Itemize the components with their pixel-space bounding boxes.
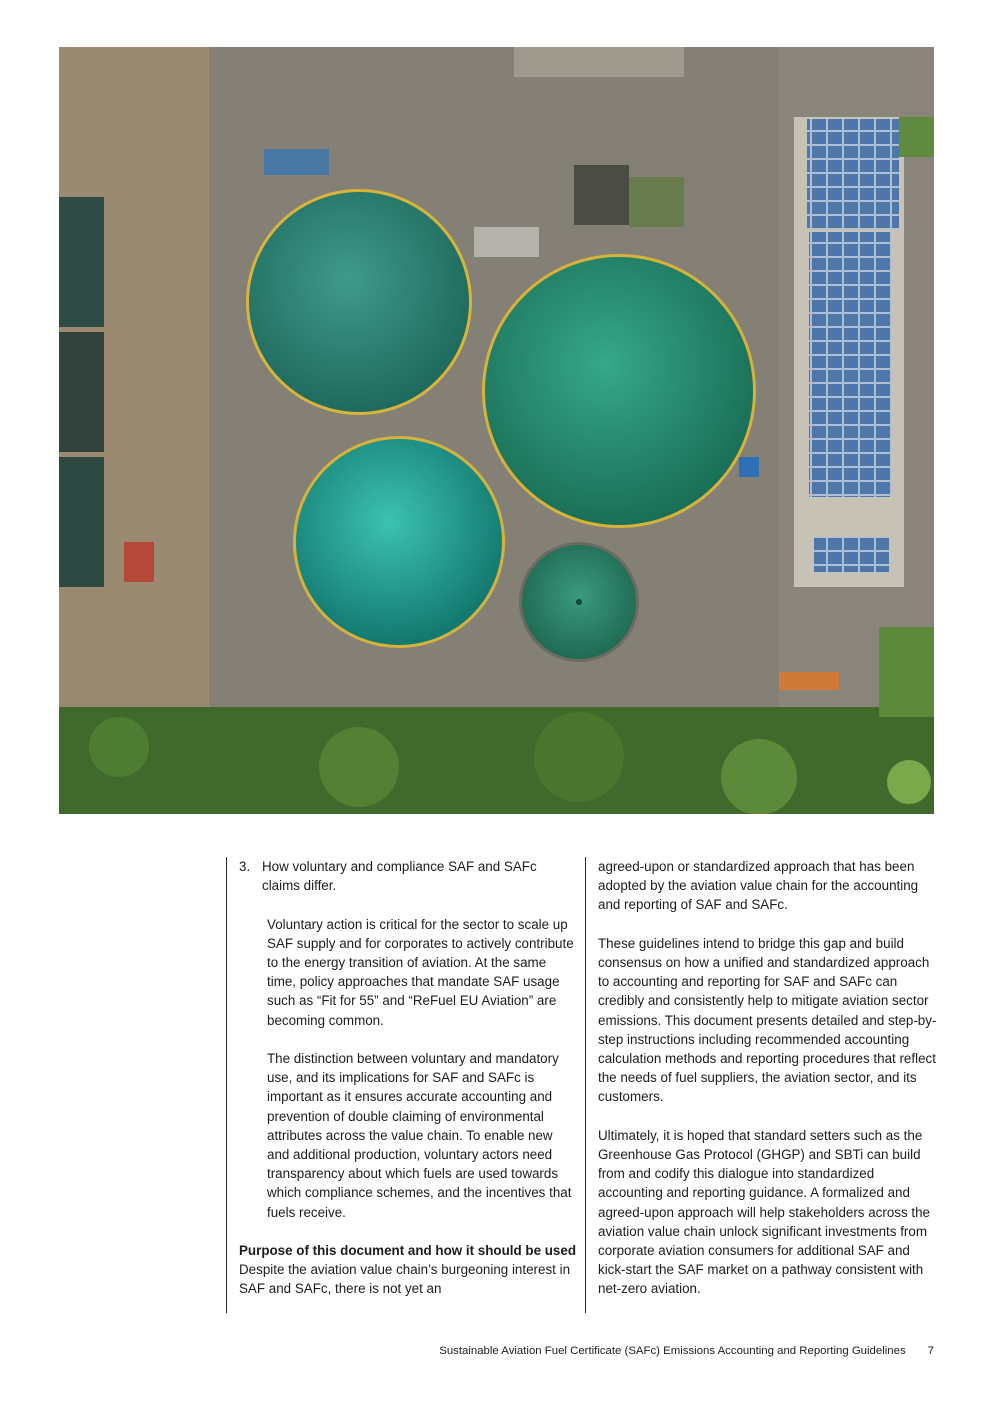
paragraph-voluntary-action: Voluntary action is critical for the sector to scale up SAF supply and for corporates to actively contribute to the energy transition of aviation. At the same time, policy approaches that mandate SAF usage such as “Fit for 55” and “ReFuel EU Aviation” are becoming common. — [267, 916, 574, 1028]
aerial-photo — [59, 47, 934, 814]
left-column — [226, 857, 578, 1313]
paragraph-despite: Despite the aviation value chain’s burgeoning interest in SAF and SAFc, there is not yet an — [239, 1262, 571, 1297]
paragraph-ultimately: Ultimately, it is hoped that standard setters such as the Greenhouse Gas Protocol (GHGP) and SBTi can build from and codify this dialogue into standardized accounting and reporting guidance. A formalized and agreed-upon approach will help stakeholders across the aviation value chain unlock significant investments from corporate aviation consumers for additional SAF and kick-start the SAF market on a pathway consistent with net-zero aviation. — [598, 1127, 930, 1297]
right-column — [585, 857, 937, 1313]
page-footer — [439, 1345, 934, 1357]
list-item-3 — [239, 857, 578, 895]
list-item-text: How voluntary and compliance SAF and SAFc claims differ. — [262, 859, 537, 894]
page-number: 7 — [927, 1345, 934, 1357]
section-heading: Purpose of this document and how it should be used — [239, 1243, 577, 1259]
biogas-plant-illustration — [59, 47, 934, 814]
paragraph-agreed-upon: agreed-upon or standardized approach that has been adopted by the aviation value chain for the accounting and reporting of SAF and SAFc. — [598, 859, 919, 913]
paragraph-guidelines: These guidelines intend to bridge this gap and build consensus on how a unified and standardized approach to accounting and reporting for SAF and SAFc can credibly and consistently help to mitigate aviation sector emissions. This document presents detailed and step-by-step instructions including recommended accounting calculation methods and reporting procedures that reflect the needs of fuel suppliers, the aviation sector, and its customers. — [598, 935, 937, 1105]
list-number: 3. — [239, 859, 251, 874]
footer-title: Sustainable Aviation Fuel Certificate (SAFc) Emissions Accounting and Reporting Guidelines — [439, 1345, 906, 1357]
paragraph-distinction: The distinction between voluntary and mandatory use, and its implications for SAF and SAFc is important as it ensures accurate accounting and prevention of double claiming of environmental attributes across the value chain. To enable new and additional production, voluntary actors need transparency about which fuels are used towards which compliance schemes, and the incentives that fuels receive. — [267, 1051, 572, 1220]
